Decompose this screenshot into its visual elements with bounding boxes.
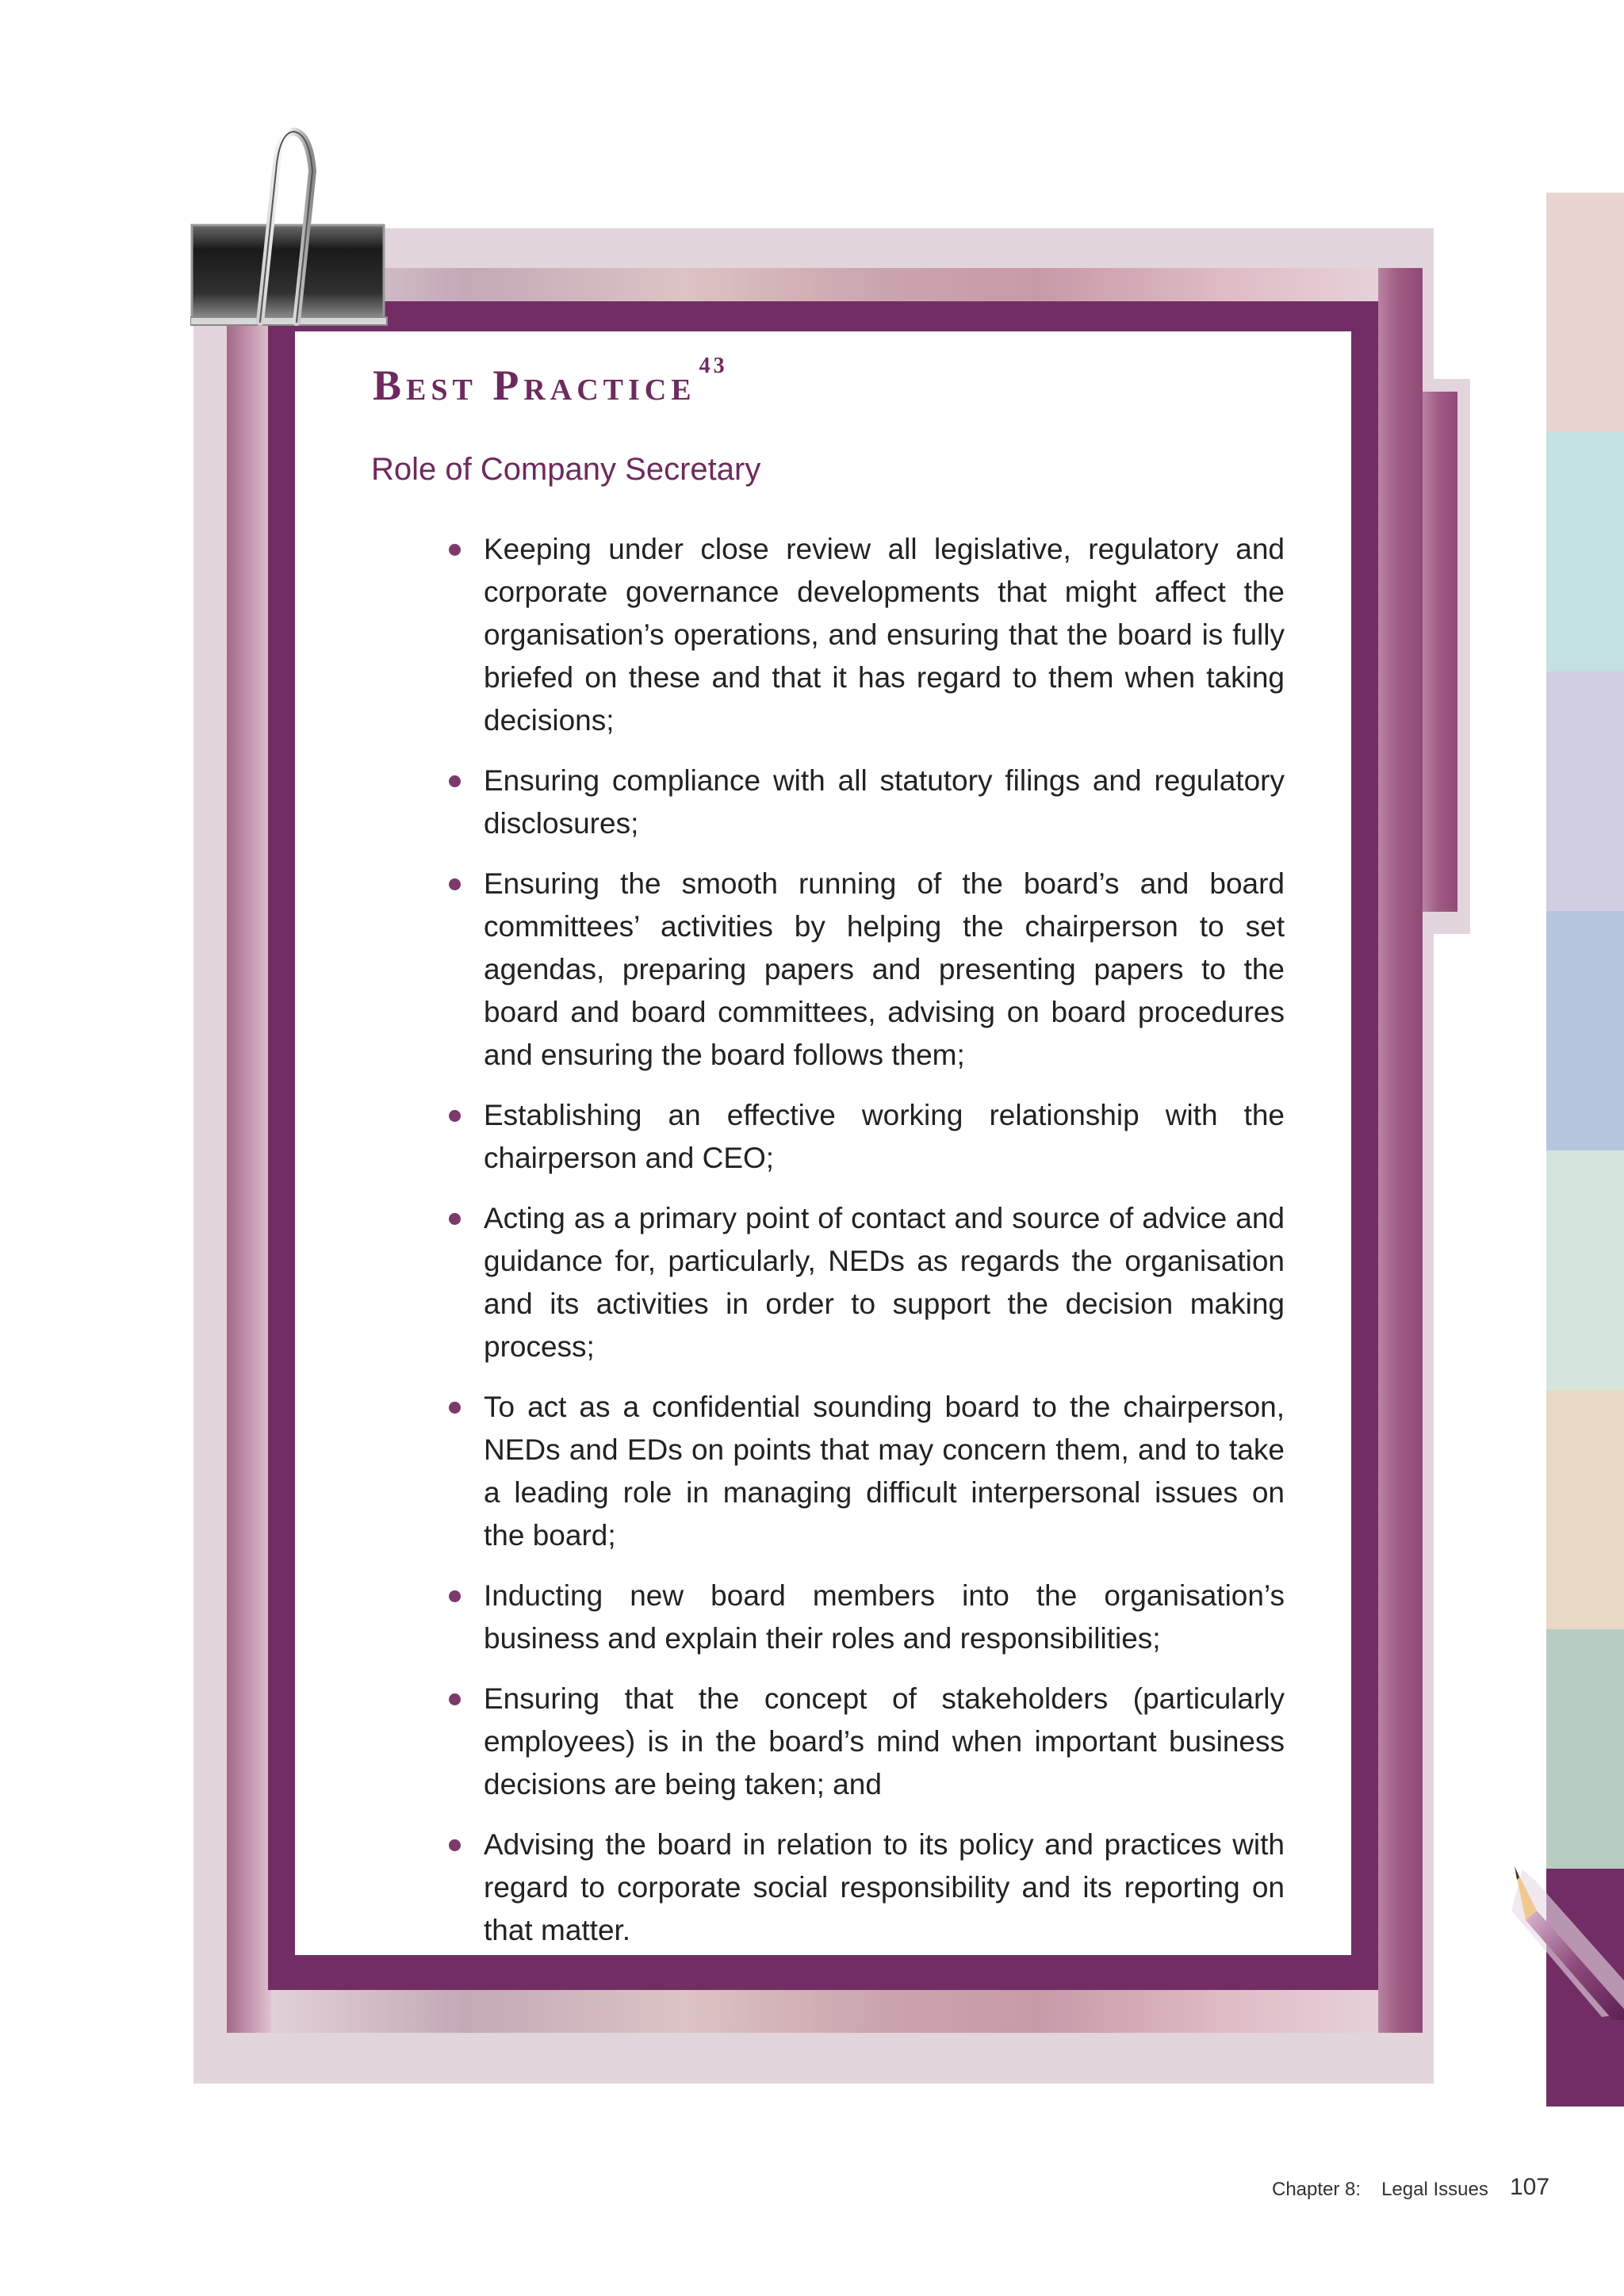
- bullet-list: [449, 528, 1285, 1969]
- list-item: [449, 1197, 1285, 1368]
- list-item: [449, 1823, 1285, 1952]
- list-item-text: Ensuring compliance with all statutory filings and regulatory disclosures;: [484, 764, 1285, 840]
- footer-chapter: Chapter 8:: [1272, 2179, 1362, 2200]
- page-number: 107: [1510, 2174, 1550, 2200]
- footnote-ref: 43: [699, 354, 728, 378]
- frame-strip-left: [227, 268, 271, 2033]
- side-tab-7: [1546, 1629, 1624, 1869]
- side-tab-1: [1546, 193, 1624, 432]
- bullet-dot-icon: [449, 1110, 461, 1122]
- footer-section: Legal Issues: [1381, 2179, 1488, 2200]
- side-tab-4: [1546, 911, 1624, 1150]
- list-item-text: Inducting new board members into the organisation’s business and explain their roles and responsibilities;: [484, 1579, 1285, 1655]
- list-item: [449, 528, 1285, 742]
- bullet-dot-icon: [449, 775, 461, 787]
- list-item: [449, 760, 1285, 845]
- box-subtitle: Role of Company Secretary: [371, 452, 761, 487]
- bullet-dot-icon: [449, 1693, 461, 1705]
- list-item-text: Ensuring the smooth running of the board’s and board committees’ activities by helping the chairperson to set agendas, preparing papers and presenting papers to the board and board committees, advising on board procedures and ensuring the board follows them;: [484, 867, 1285, 1071]
- page-footer: [1272, 2179, 1488, 2201]
- frame-strip-bottom: [227, 1988, 1423, 2033]
- side-tab-6: [1546, 1390, 1624, 1629]
- box-title-text: Best Practice: [373, 362, 696, 409]
- bullet-dot-icon: [449, 1590, 461, 1602]
- list-item-text: Acting as a primary point of contact and source of advice and guidance for, particularly, NEDs as regards the organisation and its activities in order to support the decision making process;: [484, 1202, 1285, 1363]
- list-item-text: Advising the board in relation to its policy and practices with regard to corporate social responsibility and its reporting on that matter.: [484, 1828, 1285, 1946]
- list-item-text: Ensuring that the concept of stakeholders (particularly employees) is in the board’s mind when important business decisions are being taken; and: [484, 1682, 1285, 1800]
- bullet-dot-icon: [449, 544, 461, 556]
- box-title: [373, 354, 728, 410]
- list-item-text: To act as a confidential sounding board to the chairperson, NEDs and EDs on points that may concern them, and to take a leading role in managing difficult interpersonal issues on the board;: [484, 1391, 1285, 1552]
- list-item: [449, 1575, 1285, 1660]
- frame-strip-right: [1378, 268, 1423, 2033]
- list-item: [449, 1678, 1285, 1806]
- side-tab-3: [1546, 672, 1624, 911]
- list-item: [449, 1386, 1285, 1557]
- bullet-dot-icon: [449, 878, 461, 890]
- pencil-icon: [1491, 1862, 1624, 2020]
- list-item: [449, 863, 1285, 1077]
- bullet-dot-icon: [449, 1839, 461, 1851]
- list-item-text: Establishing an effective working relationship with the chairperson and CEO;: [484, 1099, 1285, 1174]
- side-tab-2: [1546, 432, 1624, 672]
- list-item: [449, 1094, 1285, 1180]
- side-tab-5: [1546, 1150, 1624, 1390]
- list-item-text: Keeping under close review all legislative, regulatory and corporate governance developments that might affect the organisation’s operations, and ensuring that the board is fully briefed on these and that it has regard to them when taking decisions;: [484, 533, 1285, 737]
- frame-tab-strip: [1423, 392, 1457, 912]
- bullet-dot-icon: [449, 1213, 461, 1225]
- binder-clip-icon: [190, 124, 396, 333]
- frame-strip-top: [227, 268, 1423, 303]
- bullet-dot-icon: [449, 1402, 461, 1414]
